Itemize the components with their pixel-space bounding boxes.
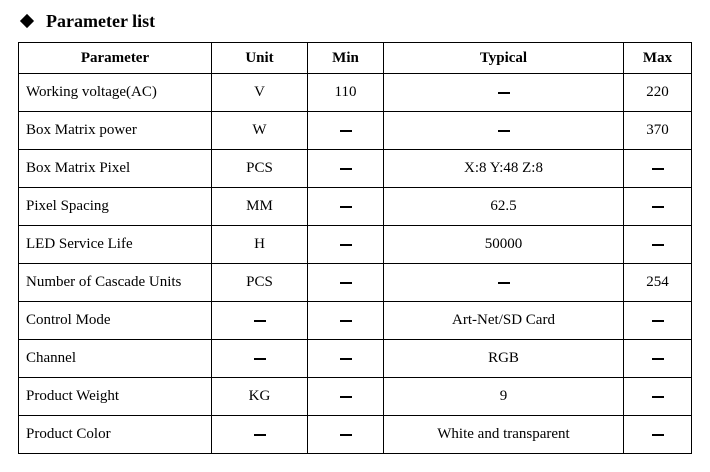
cell-unit: MM	[212, 188, 308, 226]
dash-placeholder	[340, 396, 352, 398]
header-unit: Unit	[212, 43, 308, 74]
cell-parameter: LED Service Life	[19, 226, 212, 264]
cell-max	[624, 416, 692, 454]
dash-placeholder	[652, 358, 664, 360]
dash-placeholder	[652, 168, 664, 170]
dash-placeholder	[340, 434, 352, 436]
dash-placeholder	[652, 396, 664, 398]
dash-placeholder	[498, 92, 510, 94]
section-heading	[20, 8, 155, 34]
dash-placeholder	[652, 434, 664, 436]
cell-min	[308, 302, 384, 340]
cell-max: 370	[624, 112, 692, 150]
cell-min	[308, 150, 384, 188]
cell-max	[624, 340, 692, 378]
dash-placeholder	[254, 320, 266, 322]
table-row	[19, 340, 692, 378]
cell-max	[624, 226, 692, 264]
dash-placeholder	[254, 434, 266, 436]
cell-max	[624, 378, 692, 416]
cell-parameter: Box Matrix power	[19, 112, 212, 150]
dash-placeholder	[652, 320, 664, 322]
cell-min	[308, 340, 384, 378]
cell-parameter: Control Mode	[19, 302, 212, 340]
cell-parameter: Pixel Spacing	[19, 188, 212, 226]
dash-placeholder	[340, 168, 352, 170]
header-min: Min	[308, 43, 384, 74]
cell-min: 110	[308, 74, 384, 112]
cell-min	[308, 378, 384, 416]
cell-unit	[212, 340, 308, 378]
table-row	[19, 264, 692, 302]
table-row	[19, 150, 692, 188]
dash-placeholder	[254, 358, 266, 360]
dash-placeholder	[340, 130, 352, 132]
diamond-bullet-icon	[20, 14, 34, 28]
table-row	[19, 378, 692, 416]
cell-max: 254	[624, 264, 692, 302]
cell-typical: RGB	[384, 340, 624, 378]
cell-min	[308, 112, 384, 150]
dash-placeholder	[652, 206, 664, 208]
dash-placeholder	[340, 358, 352, 360]
cell-typical: 9	[384, 378, 624, 416]
header-max: Max	[624, 43, 692, 74]
cell-typical: X:8 Y:48 Z:8	[384, 150, 624, 188]
cell-typical	[384, 74, 624, 112]
cell-unit: KG	[212, 378, 308, 416]
cell-unit: PCS	[212, 150, 308, 188]
dash-placeholder	[340, 244, 352, 246]
table-row	[19, 226, 692, 264]
cell-typical	[384, 112, 624, 150]
cell-max: 220	[624, 74, 692, 112]
cell-parameter: Product Weight	[19, 378, 212, 416]
header-typical: Typical	[384, 43, 624, 74]
cell-max	[624, 150, 692, 188]
cell-parameter: Product Color	[19, 416, 212, 454]
cell-typical: 50000	[384, 226, 624, 264]
cell-typical	[384, 264, 624, 302]
section-title: Parameter list	[46, 10, 156, 31]
cell-parameter: Box Matrix Pixel	[19, 150, 212, 188]
dash-placeholder	[498, 282, 510, 284]
cell-max	[624, 188, 692, 226]
dash-placeholder	[340, 206, 352, 208]
cell-min	[308, 416, 384, 454]
table-row	[19, 416, 692, 454]
table-row	[19, 302, 692, 340]
dash-placeholder	[340, 282, 352, 284]
cell-unit: H	[212, 226, 308, 264]
dash-placeholder	[498, 130, 510, 132]
cell-typical: 62.5	[384, 188, 624, 226]
cell-min	[308, 264, 384, 302]
table-row	[19, 74, 692, 112]
cell-parameter: Number of Cascade Units	[19, 264, 212, 302]
header-parameter: Parameter	[19, 43, 212, 74]
cell-unit: W	[212, 112, 308, 150]
cell-max	[624, 302, 692, 340]
dash-placeholder	[340, 320, 352, 322]
table-header-row	[19, 43, 692, 74]
cell-parameter: Working voltage(AC)	[19, 74, 212, 112]
cell-min	[308, 226, 384, 264]
cell-min	[308, 188, 384, 226]
cell-typical: Art-Net/SD Card	[384, 302, 624, 340]
cell-parameter: Channel	[19, 340, 212, 378]
table-row	[19, 188, 692, 226]
dash-placeholder	[652, 244, 664, 246]
cell-unit: V	[212, 74, 308, 112]
cell-unit	[212, 416, 308, 454]
cell-typical: White and transparent	[384, 416, 624, 454]
table-row	[19, 112, 692, 150]
parameter-table	[18, 42, 692, 454]
cell-unit: PCS	[212, 264, 308, 302]
cell-unit	[212, 302, 308, 340]
